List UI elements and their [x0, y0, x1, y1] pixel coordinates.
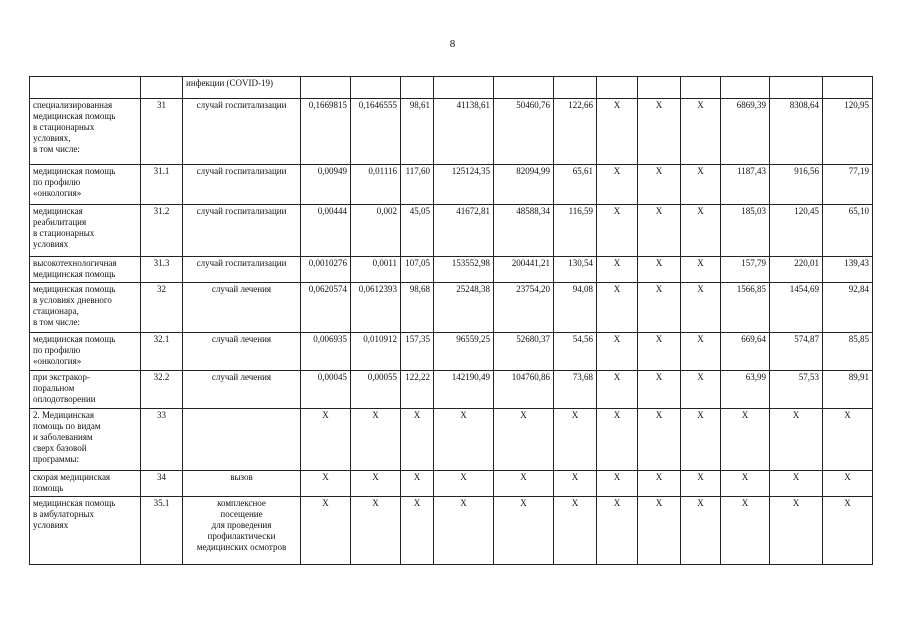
table-cell: X — [494, 409, 554, 471]
table-cell: X — [638, 409, 681, 471]
table-cell: 94,08 — [554, 283, 597, 333]
table-cell: X — [681, 409, 721, 471]
table-cell: 8308,64 — [770, 99, 823, 165]
table-cell: 0,1669815 — [301, 99, 351, 165]
table-cell: специализированная медицинская помощь в стационарных условиях, в том числе: — [30, 99, 141, 165]
table-cell: X — [638, 497, 681, 565]
table-cell: X — [554, 471, 597, 497]
table-cell: X — [681, 257, 721, 283]
table-row — [30, 165, 873, 205]
table-cell: 130,54 — [554, 257, 597, 283]
table-cell: X — [597, 205, 638, 257]
table-cell: 157,35 — [401, 333, 434, 371]
table-cell: X — [434, 409, 494, 471]
table-cell: X — [301, 471, 351, 497]
table-cell: случай госпитализации — [183, 165, 301, 205]
table-cell: 0,0620574 — [301, 283, 351, 333]
table-cell: X — [597, 471, 638, 497]
table-cell: X — [681, 497, 721, 565]
table-cell: случай лечения — [183, 371, 301, 409]
table-row — [30, 471, 873, 497]
table-cell: случай госпитализации — [183, 99, 301, 165]
table-cell: 31 — [141, 99, 183, 165]
table-cell: 52680,37 — [494, 333, 554, 371]
table-cell: X — [351, 497, 401, 565]
table-cell: X — [597, 165, 638, 205]
table-cell: вызов — [183, 471, 301, 497]
table-cell — [183, 409, 301, 471]
table-row — [30, 99, 873, 165]
table-cell: X — [721, 497, 770, 565]
table-cell: 0,00949 — [301, 165, 351, 205]
table-cell: 0,002 — [351, 205, 401, 257]
table-cell: высокотехнологичная медицинская помощь — [30, 257, 141, 283]
table-cell: 120,45 — [770, 205, 823, 257]
table-cell: медицинская помощь в условиях дневного стационара, в том числе: — [30, 283, 141, 333]
table-row — [30, 283, 873, 333]
header-cell: инфекции (COVID-19) — [183, 77, 301, 99]
table-cell: 63,99 — [721, 371, 770, 409]
page-number: 8 — [449, 38, 456, 50]
header-cell — [638, 77, 681, 99]
table-cell: 85,85 — [823, 333, 873, 371]
table-cell: 185,03 — [721, 205, 770, 257]
table-cell: X — [638, 257, 681, 283]
table-row — [30, 205, 873, 257]
table-cell: 125124,35 — [434, 165, 494, 205]
header-cell — [681, 77, 721, 99]
table-cell: 98,61 — [401, 99, 434, 165]
table-cell: X — [681, 333, 721, 371]
table-cell: 220,01 — [770, 257, 823, 283]
table-cell: 65,61 — [554, 165, 597, 205]
table-cell: X — [681, 165, 721, 205]
table-cell: X — [597, 333, 638, 371]
table-cell: X — [597, 99, 638, 165]
table-cell: медицинская помощь в амбулаторных условиях — [30, 497, 141, 565]
table-cell: X — [597, 409, 638, 471]
table-cell: 116,59 — [554, 205, 597, 257]
table-cell: X — [597, 371, 638, 409]
table-cell: 33 — [141, 409, 183, 471]
header-cell — [823, 77, 873, 99]
table-row — [30, 371, 873, 409]
table-cell: X — [494, 471, 554, 497]
table-cell: 0,0612393 — [351, 283, 401, 333]
table-cell: X — [597, 283, 638, 333]
table-cell: X — [554, 409, 597, 471]
table-cell: X — [494, 497, 554, 565]
table-cell: X — [401, 471, 434, 497]
table-cell: медицинская помощь по профилю «онкология» — [30, 333, 141, 371]
table-cell: 82094,99 — [494, 165, 554, 205]
table-header-row — [30, 77, 873, 99]
table-cell: X — [401, 497, 434, 565]
table-cell: 92,84 — [823, 283, 873, 333]
table-cell: 54,56 — [554, 333, 597, 371]
header-cell — [141, 77, 183, 99]
table-cell: X — [351, 471, 401, 497]
table-cell: 107,05 — [401, 257, 434, 283]
header-cell — [770, 77, 823, 99]
table-row — [30, 409, 873, 471]
table-cell: 32 — [141, 283, 183, 333]
table-cell: 32.2 — [141, 371, 183, 409]
table-cell: 916,56 — [770, 165, 823, 205]
table-row — [30, 257, 873, 283]
table-cell: 65,10 — [823, 205, 873, 257]
table-cell: X — [597, 497, 638, 565]
table-cell: 41672,81 — [434, 205, 494, 257]
table-cell: X — [721, 471, 770, 497]
table-cell: 89,91 — [823, 371, 873, 409]
table-cell: 153552,98 — [434, 257, 494, 283]
table-cell: медицинская помощь по профилю «онкология» — [30, 165, 141, 205]
table-cell: 31.2 — [141, 205, 183, 257]
table-cell: X — [597, 257, 638, 283]
table-cell: X — [434, 471, 494, 497]
table-cell: X — [638, 471, 681, 497]
table-cell: 0,0010276 — [301, 257, 351, 283]
table-cell: 77,19 — [823, 165, 873, 205]
table-cell: 669,64 — [721, 333, 770, 371]
table-cell: 1566,85 — [721, 283, 770, 333]
table-row — [30, 333, 873, 371]
table-cell: медицинская реабилитация в стационарных условиях — [30, 205, 141, 257]
table-cell: 25248,38 — [434, 283, 494, 333]
table-cell: X — [301, 497, 351, 565]
table-cell: 50460,76 — [494, 99, 554, 165]
header-cell — [597, 77, 638, 99]
table-cell: X — [823, 471, 873, 497]
table-cell: скорая медицинская помощь — [30, 471, 141, 497]
table-cell: 6869,39 — [721, 99, 770, 165]
table-cell: X — [770, 471, 823, 497]
table-cell: 32.1 — [141, 333, 183, 371]
table-cell: 122,22 — [401, 371, 434, 409]
table-cell: 31.3 — [141, 257, 183, 283]
table-cell: 0,00045 — [301, 371, 351, 409]
table-cell: 96559,25 — [434, 333, 494, 371]
header-cell — [301, 77, 351, 99]
table-cell: 574,87 — [770, 333, 823, 371]
header-cell — [401, 77, 434, 99]
table-cell: 35.1 — [141, 497, 183, 565]
table-cell: 0,0011 — [351, 257, 401, 283]
table-cell: X — [823, 409, 873, 471]
table-cell: 23754,20 — [494, 283, 554, 333]
header-cell — [434, 77, 494, 99]
table-cell: 1187,43 — [721, 165, 770, 205]
table-cell: X — [681, 283, 721, 333]
header-cell — [554, 77, 597, 99]
table-cell: 142190,49 — [434, 371, 494, 409]
table-cell: 73,68 — [554, 371, 597, 409]
table-cell: случай госпитализации — [183, 205, 301, 257]
table-cell: X — [681, 205, 721, 257]
table-cell: 57,53 — [770, 371, 823, 409]
header-cell — [30, 77, 141, 99]
table-cell: 48588,34 — [494, 205, 554, 257]
table-cell: X — [638, 371, 681, 409]
table-cell: X — [681, 371, 721, 409]
table-cell: 98,68 — [401, 283, 434, 333]
table-cell: X — [351, 409, 401, 471]
table-cell: 45,05 — [401, 205, 434, 257]
table-cell: X — [721, 409, 770, 471]
table-cell: случай госпитализации — [183, 257, 301, 283]
table-cell: X — [638, 205, 681, 257]
table-cell: 0,010912 — [351, 333, 401, 371]
table-cell: 0,00444 — [301, 205, 351, 257]
header-cell — [721, 77, 770, 99]
table-cell: 34 — [141, 471, 183, 497]
table-cell: X — [401, 409, 434, 471]
table-cell: случай лечения — [183, 333, 301, 371]
table-cell: 0,01116 — [351, 165, 401, 205]
table-cell: X — [638, 99, 681, 165]
table-cell: 122,66 — [554, 99, 597, 165]
table-cell: комплексное посещение для проведения профилактически медицинских осмотров — [183, 497, 301, 565]
table-cell: 2. Медицинская помощь по видам и заболеваниям сверх базовой программы: — [30, 409, 141, 471]
table-cell: X — [823, 497, 873, 565]
table-cell: 1454,69 — [770, 283, 823, 333]
table-cell: 117,60 — [401, 165, 434, 205]
table-row — [30, 497, 873, 565]
table-cell: X — [770, 409, 823, 471]
table-cell: случай лечения — [183, 283, 301, 333]
table-cell: 157,79 — [721, 257, 770, 283]
table-cell: X — [301, 409, 351, 471]
table-cell: 139,43 — [823, 257, 873, 283]
table-cell: X — [554, 497, 597, 565]
table-cell: X — [434, 497, 494, 565]
table-cell: X — [638, 283, 681, 333]
table-cell: при экстракор- поральном оплодотворении — [30, 371, 141, 409]
data-table — [29, 76, 873, 565]
table-cell: 200441,21 — [494, 257, 554, 283]
table-cell: 120,95 — [823, 99, 873, 165]
table-cell: 0,006935 — [301, 333, 351, 371]
table-cell: X — [681, 99, 721, 165]
table-cell: X — [681, 471, 721, 497]
table-cell: 0,00055 — [351, 371, 401, 409]
table-cell: 31.1 — [141, 165, 183, 205]
table-cell: 104760,86 — [494, 371, 554, 409]
table-cell: X — [770, 497, 823, 565]
header-cell — [351, 77, 401, 99]
table-cell: X — [638, 165, 681, 205]
table-cell: 0,1646555 — [351, 99, 401, 165]
table-cell: X — [638, 333, 681, 371]
table-cell: 41138,61 — [434, 99, 494, 165]
header-cell — [494, 77, 554, 99]
